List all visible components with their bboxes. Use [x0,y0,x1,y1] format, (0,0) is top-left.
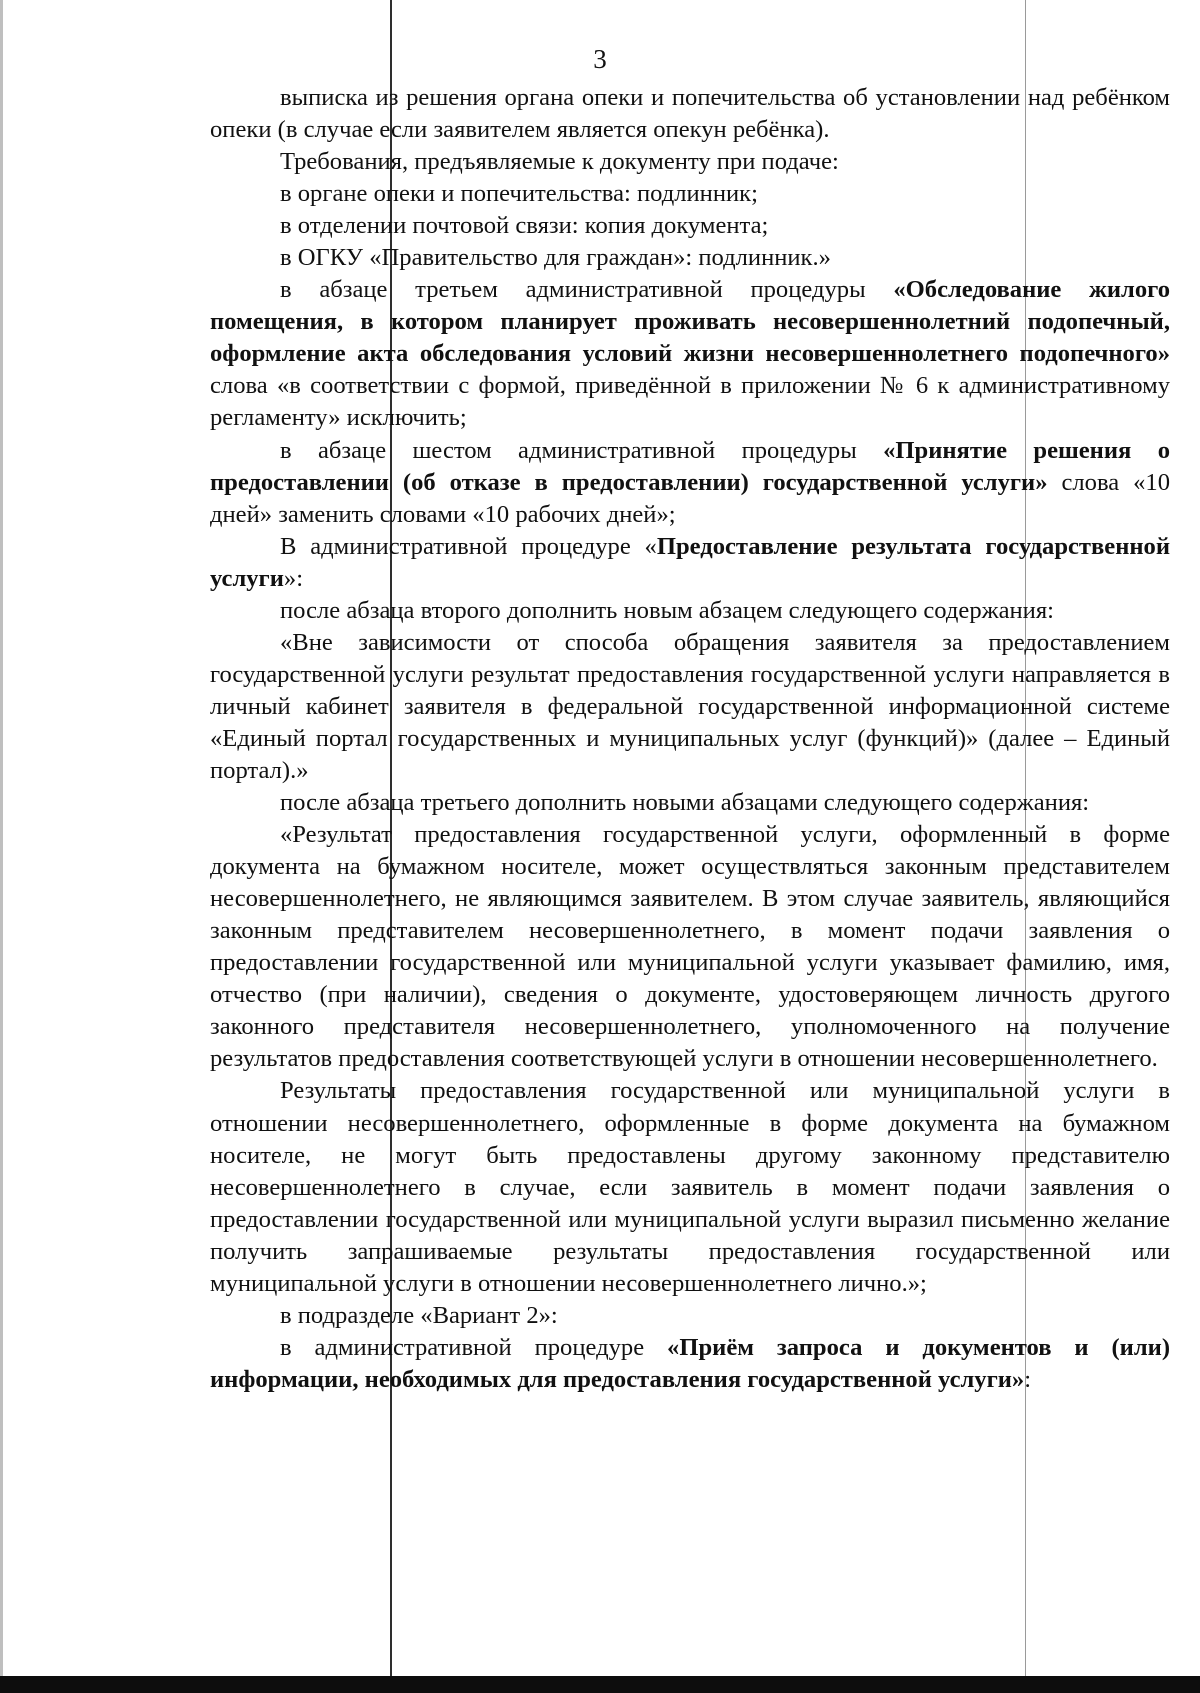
text-run: в органе опеки и попечительства: подлинник; [280,180,758,208]
paragraph [210,178,1170,210]
paragraph [210,1332,1170,1396]
page-number: 3 [593,44,607,74]
text-run: после абзаца второго дополнить новым абзацем следующего содержания: [280,596,1054,624]
text-run: слова «10 дней» заменить словами «10 рабочих дней»; [210,468,1170,528]
bold-text: «Обследование жилого помещения, в котором планирует проживать несовершеннолетний подопечный, оформление акта обследования условий жизни несовершеннолетнего подопечного» [210,276,1170,368]
text-run: в отделении почтовой связи: копия документа; [280,212,769,240]
text-run: в подразделе «Вариант 2»: [280,1301,558,1329]
bold-text: «Приём запроса и документов и (или) информации, необходимых для предоставления государственной услуги» [210,1333,1171,1393]
text-run: в абзаце шестом административной процедуры [280,436,884,464]
paragraph [210,531,1170,595]
paragraph [210,627,1170,787]
text-run: после абзаца третьего дополнить новыми абзацами следующего содержания: [280,789,1090,817]
text-run: «Вне зависимости от способа обращения заявителя за предоставлением государственной услуги результат предоставления государственной услуги направляется в личный кабинет заявителя в федеральной государственной информационной системе «Единый портал государственных и муниципальных услуг (функций)» (далее – Единый портал).» [210,628,1170,784]
paragraph [210,435,1170,531]
paragraph [210,210,1170,242]
paragraph [210,819,1170,1075]
paragraph [210,787,1170,819]
text-run: »: [283,564,304,592]
paragraph [210,595,1170,627]
bold-text: Предоставление результата государственной услуги [210,532,1170,592]
paragraph [210,1075,1170,1299]
text-run: В административной процедуре « [280,532,657,560]
paragraph [210,146,1170,178]
scan-bottom-edge [0,1676,1200,1693]
paragraph [210,274,1170,434]
paragraph [210,1300,1170,1332]
text-run: : [1024,1365,1032,1393]
text-run: слова «в соответствии с формой, приведённой в приложении № 6 к административному регламенту» исключить; [210,372,1170,432]
text-run: в абзаце третьем административной процедуры [280,276,894,304]
paragraph [210,82,1170,146]
bold-text: «Принятие решения о предоставлении (об отказе в предоставлении) государственной услуги» [210,436,1170,496]
text-run: «Результат предоставления государственной услуги, оформленный в форме документа на бумажном носителе, может осуществляться законным представителем несовершеннолетнего, не являющимся заявителем. В этом случае заявитель, являющийся законным представителем несовершеннолетнего, в момент подачи заявления о предоставлении государственной или муниципальной услуги указывает фамилию, имя, отчество (при наличии), сведения о документе, удостоверяющем личность другого законного представителя несовершеннолетнего, уполномоченного на получение результатов предоставления соответствующей услуги в отношении несовершеннолетнего. [210,821,1170,1073]
text-run: Требования, предъявляемые к документу при подаче: [280,148,839,176]
paragraph [210,242,1170,274]
text-run: в административной процедуре [280,1333,668,1361]
text-run: в ОГКУ «Правительство для граждан»: подлинник.» [280,244,831,272]
scan-edge-left [0,0,3,1693]
text-run: выписка из решения органа опеки и попечительства об установлении над ребёнком опеки (в случае если заявителем является опекун ребёнка). [210,84,1170,144]
document-body [210,82,1170,1396]
text-run: Результаты предоставления государственной или муниципальной услуги в отношении несовершеннолетнего, оформленные в форме документа на бумажном носителе, не могут быть предоставлены другому законному представителю несовершеннолетнего в случае, если заявитель в момент подачи заявления о предоставлении государственной или муниципальной услуги выразил письменно желание получить запрашиваемые результаты предоставления государственной или муниципальной услуги в отношении несовершеннолетнего лично.»; [210,1077,1170,1297]
